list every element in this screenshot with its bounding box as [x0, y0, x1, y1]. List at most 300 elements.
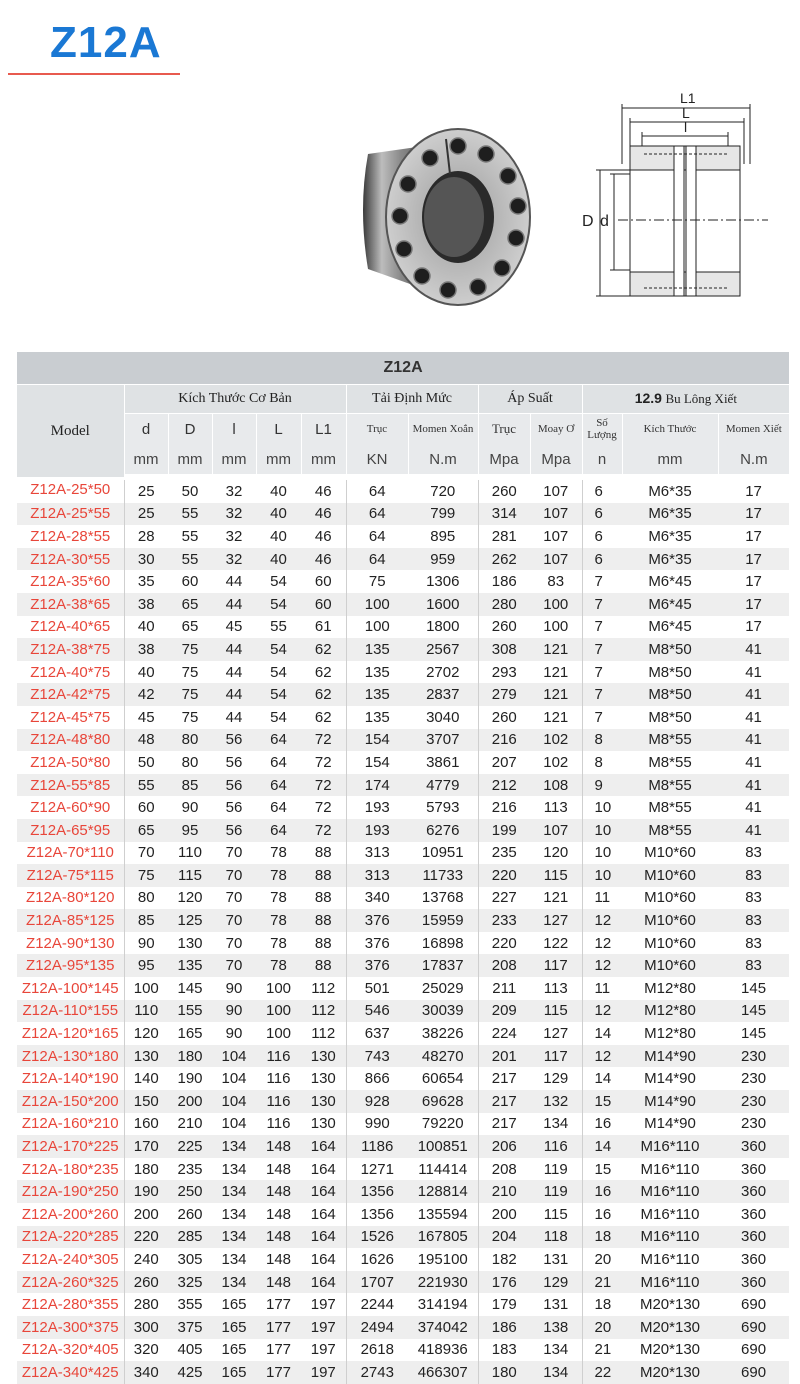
cell-D: 225 — [177, 1138, 203, 1156]
cell-L: 148 — [265, 1138, 292, 1156]
cell-bolt-size: M6*35 — [648, 550, 692, 568]
cell-bolt-count: 12 — [594, 912, 612, 930]
cell-L: 116 — [266, 1047, 291, 1065]
cell-L1: 88 — [301, 864, 346, 887]
cell-L: 148 — [265, 1250, 292, 1268]
cell-shaft-pressure: 260 — [491, 618, 517, 636]
table-row — [17, 1180, 789, 1203]
cell-shaft-load: 928 — [364, 1092, 390, 1110]
sub-header: L1 — [301, 414, 346, 445]
cell-shaft-load: 64 — [368, 527, 386, 545]
cell-tightening-torque: 17 — [745, 527, 762, 545]
cell-bolt-count: 7 — [594, 618, 603, 636]
cell-bolt-count: 14 — [594, 1070, 612, 1088]
cell-hub-pressure: 119 — [530, 1180, 582, 1203]
cell-L1: 46 — [301, 503, 346, 526]
cell-bolt-size: M8*55 — [648, 799, 692, 817]
cell-l: 56 — [225, 821, 243, 839]
cell-torque: 38226 — [408, 1022, 478, 1045]
cell-model: Z12A-75*115 — [17, 864, 124, 887]
table-row — [17, 842, 789, 865]
cell-tightening-torque: 17 — [745, 573, 762, 591]
cell-shaft-load: 743 — [364, 1047, 390, 1065]
cell-L: 148 — [265, 1160, 292, 1178]
table-row — [17, 683, 789, 706]
cell-L: 40 — [270, 527, 287, 545]
cell-model: Z12A-48*80 — [17, 729, 124, 752]
cell-bolt-count: 21 — [594, 1341, 612, 1359]
cell-hub-pressure: 113 — [530, 977, 582, 1000]
cell-torque: 2702 — [408, 661, 478, 684]
cell-bolt-count: 15 — [594, 1092, 612, 1110]
cell-shaft-load: 100 — [364, 595, 390, 613]
cell-tightening-torque: 230 — [741, 1092, 767, 1110]
cell-shaft-pressure: 209 — [491, 1002, 517, 1020]
cell-model: Z12A-140*190 — [17, 1067, 124, 1090]
cell-d: 190 — [133, 1183, 159, 1201]
table-row — [17, 796, 789, 819]
table-row — [17, 1361, 789, 1384]
cell-D: 355 — [177, 1296, 203, 1314]
cell-torque: 17837 — [408, 954, 478, 977]
cell-L: 54 — [270, 686, 287, 704]
cell-L1: 130 — [301, 1113, 346, 1136]
cell-shaft-pressure: 227 — [491, 889, 517, 907]
cell-l: 44 — [225, 708, 243, 726]
cell-shaft-load: 75 — [368, 573, 386, 591]
cell-d: 120 — [133, 1025, 159, 1043]
cell-shaft-load: 546 — [364, 1002, 390, 1020]
cell-bolt-count: 14 — [594, 1025, 612, 1043]
cell-tightening-torque: 17 — [745, 505, 762, 523]
cell-hub-pressure: 121 — [530, 683, 582, 706]
cell-shaft-load: 866 — [364, 1070, 390, 1088]
cell-hub-pressure: 102 — [530, 729, 582, 752]
cell-model: Z12A-38*65 — [17, 593, 124, 616]
cell-bolt-size: M6*35 — [648, 505, 692, 523]
cell-torque: 10951 — [408, 842, 478, 865]
cell-D: 60 — [181, 573, 199, 591]
cell-l: 134 — [221, 1205, 247, 1223]
cell-torque: 13768 — [408, 887, 478, 910]
cell-l: 90 — [225, 1025, 243, 1043]
sub-header: Số Lượng — [582, 414, 622, 445]
cell-L1: 88 — [301, 887, 346, 910]
cell-l: 104 — [221, 1115, 247, 1133]
cell-L: 78 — [270, 934, 287, 952]
cell-hub-pressure: 107 — [530, 503, 582, 526]
cell-shaft-pressure: 201 — [491, 1047, 517, 1065]
cell-model: Z12A-85*125 — [17, 909, 124, 932]
cell-torque: 69628 — [408, 1090, 478, 1113]
cell-tightening-torque: 41 — [745, 799, 762, 817]
cell-torque: 418936 — [408, 1339, 478, 1362]
cell-l: 104 — [221, 1092, 247, 1110]
cell-shaft-load: 135 — [364, 686, 390, 704]
cell-D: 210 — [177, 1115, 203, 1133]
cell-shaft-pressure: 207 — [491, 753, 517, 771]
cell-bolt-size: M12*80 — [644, 1025, 696, 1043]
cell-L: 177 — [265, 1296, 292, 1314]
cell-shaft-load: 135 — [364, 708, 390, 726]
table-row — [17, 864, 789, 887]
cell-D: 80 — [181, 731, 199, 749]
unit-cell: mm — [256, 444, 301, 477]
cell-D: 115 — [178, 866, 202, 884]
cell-bolt-size: M10*60 — [644, 934, 696, 952]
cell-tightening-torque: 17 — [745, 595, 762, 613]
cell-L1: 164 — [301, 1271, 346, 1294]
cell-torque: 720 — [408, 477, 478, 503]
cell-L1: 164 — [301, 1203, 346, 1226]
bore-inner — [424, 177, 484, 257]
cell-tightening-torque: 360 — [741, 1138, 767, 1156]
cell-tightening-torque: 41 — [745, 640, 762, 658]
cell-model: Z12A-42*75 — [17, 683, 124, 706]
cell-shaft-pressure: 260 — [491, 708, 517, 726]
cell-bolt-size: M8*55 — [648, 776, 692, 794]
cell-bolt-count: 21 — [594, 1273, 612, 1291]
cell-tightening-torque: 360 — [741, 1250, 767, 1268]
cell-tightening-torque: 17 — [745, 550, 762, 568]
table-row — [17, 1113, 789, 1136]
cell-torque: 5793 — [408, 796, 478, 819]
cell-d: 130 — [133, 1047, 159, 1065]
table-row — [17, 548, 789, 571]
label-d-outer: D — [582, 213, 594, 230]
cell-model: Z12A-30*55 — [17, 548, 124, 571]
cell-L1: 60 — [301, 570, 346, 593]
cell-tightening-torque: 360 — [741, 1160, 767, 1178]
cell-hub-pressure: 121 — [530, 661, 582, 684]
label-l-small: l — [684, 119, 688, 135]
cell-L1: 88 — [301, 909, 346, 932]
cell-d: 150 — [133, 1092, 159, 1110]
cell-L1: 46 — [301, 548, 346, 571]
cell-L1: 88 — [301, 842, 346, 865]
cell-L1: 164 — [301, 1180, 346, 1203]
cell-D: 405 — [177, 1341, 203, 1359]
cell-bolt-count: 16 — [594, 1183, 612, 1201]
cell-bolt-size: M14*90 — [644, 1070, 696, 1088]
cell-d: 95 — [137, 957, 155, 975]
cell-L1: 197 — [301, 1339, 346, 1362]
cell-torque: 11733 — [408, 864, 478, 887]
table-row — [17, 570, 789, 593]
cell-bolt-count: 10 — [594, 844, 612, 862]
cell-L1: 164 — [301, 1158, 346, 1181]
cell-bolt-size: M6*45 — [648, 573, 692, 591]
cell-shaft-load: 1356 — [360, 1205, 394, 1223]
cell-bolt-size: M20*130 — [639, 1318, 701, 1336]
group-rated-load: Tải Định Mức — [346, 385, 478, 414]
cell-d: 38 — [137, 640, 155, 658]
cell-shaft-pressure: 176 — [491, 1273, 517, 1291]
cell-model: Z12A-190*250 — [17, 1180, 124, 1203]
cell-l: 44 — [225, 686, 243, 704]
cell-bolt-count: 10 — [594, 821, 612, 839]
table-title: Z12A — [17, 352, 789, 385]
cell-l: 70 — [225, 957, 243, 975]
cell-l: 70 — [225, 912, 243, 930]
cell-l: 70 — [225, 889, 243, 907]
cell-shaft-pressure: 280 — [491, 595, 517, 613]
cell-shaft-load: 64 — [368, 550, 386, 568]
cell-bolt-size: M16*110 — [640, 1138, 700, 1156]
cell-D: 190 — [177, 1070, 203, 1088]
cell-hub-pressure: 131 — [530, 1248, 582, 1271]
cell-model: Z12A-50*80 — [17, 751, 124, 774]
cell-bolt-size: M14*90 — [644, 1092, 696, 1110]
table-row — [17, 525, 789, 548]
table-row — [17, 661, 789, 684]
cell-torque: 895 — [408, 525, 478, 548]
cell-bolt-count: 16 — [594, 1205, 612, 1223]
cell-torque: 114414 — [408, 1158, 478, 1181]
cell-d: 85 — [137, 912, 155, 930]
cell-shaft-pressure: 262 — [491, 550, 517, 568]
cell-shaft-pressure: 204 — [491, 1228, 517, 1246]
cell-torque: 15959 — [408, 909, 478, 932]
sub-header: D — [168, 414, 212, 445]
cell-model: Z12A-170*225 — [17, 1135, 124, 1158]
cell-L: 78 — [270, 889, 287, 907]
cell-hub-pressure: 129 — [530, 1067, 582, 1090]
product-photo — [328, 84, 548, 332]
group-pressure: Áp Suất — [478, 385, 582, 414]
cell-hub-pressure: 115 — [530, 1000, 582, 1023]
cell-model: Z12A-180*235 — [17, 1158, 124, 1181]
cell-shaft-load: 100 — [364, 618, 390, 636]
cell-tightening-torque: 360 — [741, 1205, 767, 1223]
cell-model: Z12A-150*200 — [17, 1090, 124, 1113]
spec-table-wrapper — [17, 352, 789, 1384]
cell-bolt-size: M16*110 — [640, 1205, 700, 1223]
cell-D: 75 — [181, 640, 199, 658]
cell-bolt-size: M6*35 — [648, 482, 692, 500]
cell-bolt-size: M14*90 — [644, 1047, 696, 1065]
table-body — [17, 477, 789, 1384]
table-row — [17, 1293, 789, 1316]
cell-model: Z12A-160*210 — [17, 1113, 124, 1136]
cell-l: 134 — [221, 1228, 247, 1246]
cell-shaft-pressure: 200 — [491, 1205, 517, 1223]
cell-tightening-torque: 145 — [741, 1002, 767, 1020]
cell-d: 200 — [133, 1205, 159, 1223]
cell-L: 116 — [266, 1070, 291, 1088]
spec-table — [17, 352, 789, 1384]
cell-model: Z12A-280*355 — [17, 1293, 124, 1316]
cell-torque: 959 — [408, 548, 478, 571]
cell-shaft-pressure: 199 — [491, 821, 517, 839]
cell-bolt-size: M6*45 — [648, 595, 692, 613]
sub-header: Momen Xiết — [718, 414, 789, 445]
cell-tightening-torque: 83 — [745, 844, 762, 862]
cell-bolt-size: M10*60 — [644, 912, 696, 930]
cell-D: 120 — [177, 889, 203, 907]
cell-hub-pressure: 115 — [530, 1203, 582, 1226]
sub-header: l — [212, 414, 256, 445]
cell-bolt-size: M8*50 — [648, 663, 692, 681]
cell-hub-pressure: 108 — [530, 774, 582, 797]
sub-header: d — [124, 414, 168, 445]
cell-bolt-size: M16*110 — [640, 1228, 700, 1246]
cell-model: Z12A-25*55 — [17, 503, 124, 526]
cell-hub-pressure: 100 — [530, 616, 582, 639]
cell-hub-pressure: 100 — [530, 593, 582, 616]
cell-bolt-count: 10 — [594, 866, 612, 884]
cell-L1: 62 — [301, 706, 346, 729]
cell-shaft-load: 313 — [364, 866, 390, 884]
cell-L: 55 — [270, 618, 287, 636]
cell-l: 45 — [225, 618, 243, 636]
cell-D: 65 — [181, 618, 199, 636]
cell-bolt-count: 20 — [594, 1250, 612, 1268]
cell-tightening-torque: 690 — [741, 1341, 767, 1359]
cell-shaft-pressure: 260 — [491, 482, 517, 500]
cell-L1: 130 — [301, 1090, 346, 1113]
cell-bolt-count: 12 — [594, 934, 612, 952]
cell-shaft-load: 376 — [364, 934, 390, 952]
cell-L: 78 — [270, 912, 287, 930]
cell-tightening-torque: 41 — [745, 776, 762, 794]
cell-bolt-size: M12*80 — [644, 1002, 696, 1020]
cell-tightening-torque: 83 — [745, 912, 762, 930]
cell-L: 177 — [265, 1363, 292, 1381]
cell-torque: 221930 — [408, 1271, 478, 1294]
table-row — [17, 1248, 789, 1271]
cell-d: 80 — [137, 889, 155, 907]
cell-L: 78 — [270, 866, 287, 884]
table-row — [17, 1339, 789, 1362]
table-row — [17, 729, 789, 752]
cell-torque: 135594 — [408, 1203, 478, 1226]
cell-hub-pressure: 122 — [530, 932, 582, 955]
table-row — [17, 616, 789, 639]
cell-D: 260 — [177, 1205, 203, 1223]
cell-hub-pressure: 134 — [530, 1361, 582, 1384]
table-row — [17, 977, 789, 1000]
cell-torque: 3707 — [408, 729, 478, 752]
cell-shaft-load: 135 — [364, 640, 390, 658]
table-row — [17, 1226, 789, 1249]
cell-d: 60 — [137, 799, 155, 817]
cell-d: 75 — [137, 866, 155, 884]
cell-tightening-torque: 360 — [741, 1273, 767, 1291]
cell-d: 65 — [137, 821, 155, 839]
cell-bolt-count: 18 — [594, 1296, 612, 1314]
cell-bolt-count: 6 — [594, 527, 603, 545]
cell-D: 75 — [181, 663, 199, 681]
cell-d: 90 — [137, 934, 155, 952]
cell-D: 65 — [181, 595, 199, 613]
cell-d: 25 — [137, 505, 155, 523]
cell-l: 56 — [225, 776, 243, 794]
unit-cell: mm — [212, 444, 256, 477]
cell-L1: 112 — [301, 1000, 346, 1023]
cell-bolt-size: M12*80 — [644, 979, 696, 997]
cell-L: 148 — [265, 1273, 292, 1291]
cell-model: Z12A-240*305 — [17, 1248, 124, 1271]
cell-tightening-torque: 41 — [745, 663, 762, 681]
cell-model: Z12A-200*260 — [17, 1203, 124, 1226]
cell-model: Z12A-320*405 — [17, 1339, 124, 1362]
unit-cell: n — [582, 444, 622, 477]
cell-bolt-size: M16*110 — [640, 1273, 700, 1291]
cell-L: 116 — [266, 1115, 291, 1133]
cell-L1: 88 — [301, 954, 346, 977]
cell-torque: 466307 — [408, 1361, 478, 1384]
cell-D: 75 — [181, 686, 199, 704]
cell-torque: 799 — [408, 503, 478, 526]
cell-bolt-count: 16 — [594, 1115, 612, 1133]
cell-model: Z12A-220*285 — [17, 1226, 124, 1249]
table-row — [17, 477, 789, 503]
cell-bolt-size: M8*50 — [648, 686, 692, 704]
cell-hub-pressure: 107 — [530, 525, 582, 548]
cell-bolt-count: 6 — [594, 482, 603, 500]
group-basic-dims: Kích Thước Cơ Bản — [124, 385, 346, 414]
cell-shaft-pressure: 216 — [491, 799, 517, 817]
cell-L1: 164 — [301, 1248, 346, 1271]
cell-model: Z12A-300*375 — [17, 1316, 124, 1339]
bolt-grade: 12.9 — [634, 390, 662, 406]
unit-cell: Mpa — [478, 444, 530, 477]
cell-model: Z12A-100*145 — [17, 977, 124, 1000]
cell-d: 100 — [133, 979, 159, 997]
cell-bolt-size: M8*55 — [648, 753, 692, 771]
cell-bolt-size: M6*35 — [648, 527, 692, 545]
table-row — [17, 932, 789, 955]
cell-tightening-torque: 145 — [741, 1025, 767, 1043]
cell-hub-pressure: 132 — [530, 1090, 582, 1113]
sub-header: Kích Thước — [622, 414, 718, 445]
model-header: Model — [17, 385, 124, 478]
cell-l: 44 — [225, 663, 243, 681]
cell-shaft-load: 501 — [364, 979, 390, 997]
cell-bolt-count: 12 — [594, 957, 612, 975]
cell-model: Z12A-90*130 — [17, 932, 124, 955]
cell-L: 54 — [270, 640, 287, 658]
cell-shaft-pressure: 183 — [491, 1341, 517, 1359]
cell-L: 64 — [270, 753, 287, 771]
cell-bolt-size: M8*55 — [648, 821, 692, 839]
cell-L: 64 — [270, 799, 287, 817]
cell-D: 375 — [177, 1318, 203, 1336]
cell-L: 177 — [265, 1318, 292, 1336]
cell-torque: 167805 — [408, 1226, 478, 1249]
cell-d: 28 — [137, 527, 155, 545]
table-row — [17, 909, 789, 932]
cell-bolt-size: M10*60 — [644, 957, 696, 975]
cell-shaft-load: 637 — [364, 1025, 390, 1043]
cell-l: 32 — [225, 550, 243, 568]
cell-d: 38 — [137, 595, 155, 613]
cell-bolt-size: M20*130 — [639, 1341, 701, 1359]
cell-bolt-count: 8 — [594, 753, 603, 771]
cell-model: Z12A-45*75 — [17, 706, 124, 729]
cell-bolt-size: M6*45 — [648, 618, 692, 636]
cell-L1: 130 — [301, 1045, 346, 1068]
cell-D: 285 — [177, 1228, 203, 1246]
cell-torque: 25029 — [408, 977, 478, 1000]
cell-shaft-pressure: 211 — [492, 979, 517, 997]
cell-bolt-size: M14*90 — [644, 1115, 696, 1133]
table-row — [17, 1158, 789, 1181]
cell-L1: 197 — [301, 1361, 346, 1384]
cell-d: 55 — [137, 776, 155, 794]
cell-hub-pressure: 107 — [530, 548, 582, 571]
